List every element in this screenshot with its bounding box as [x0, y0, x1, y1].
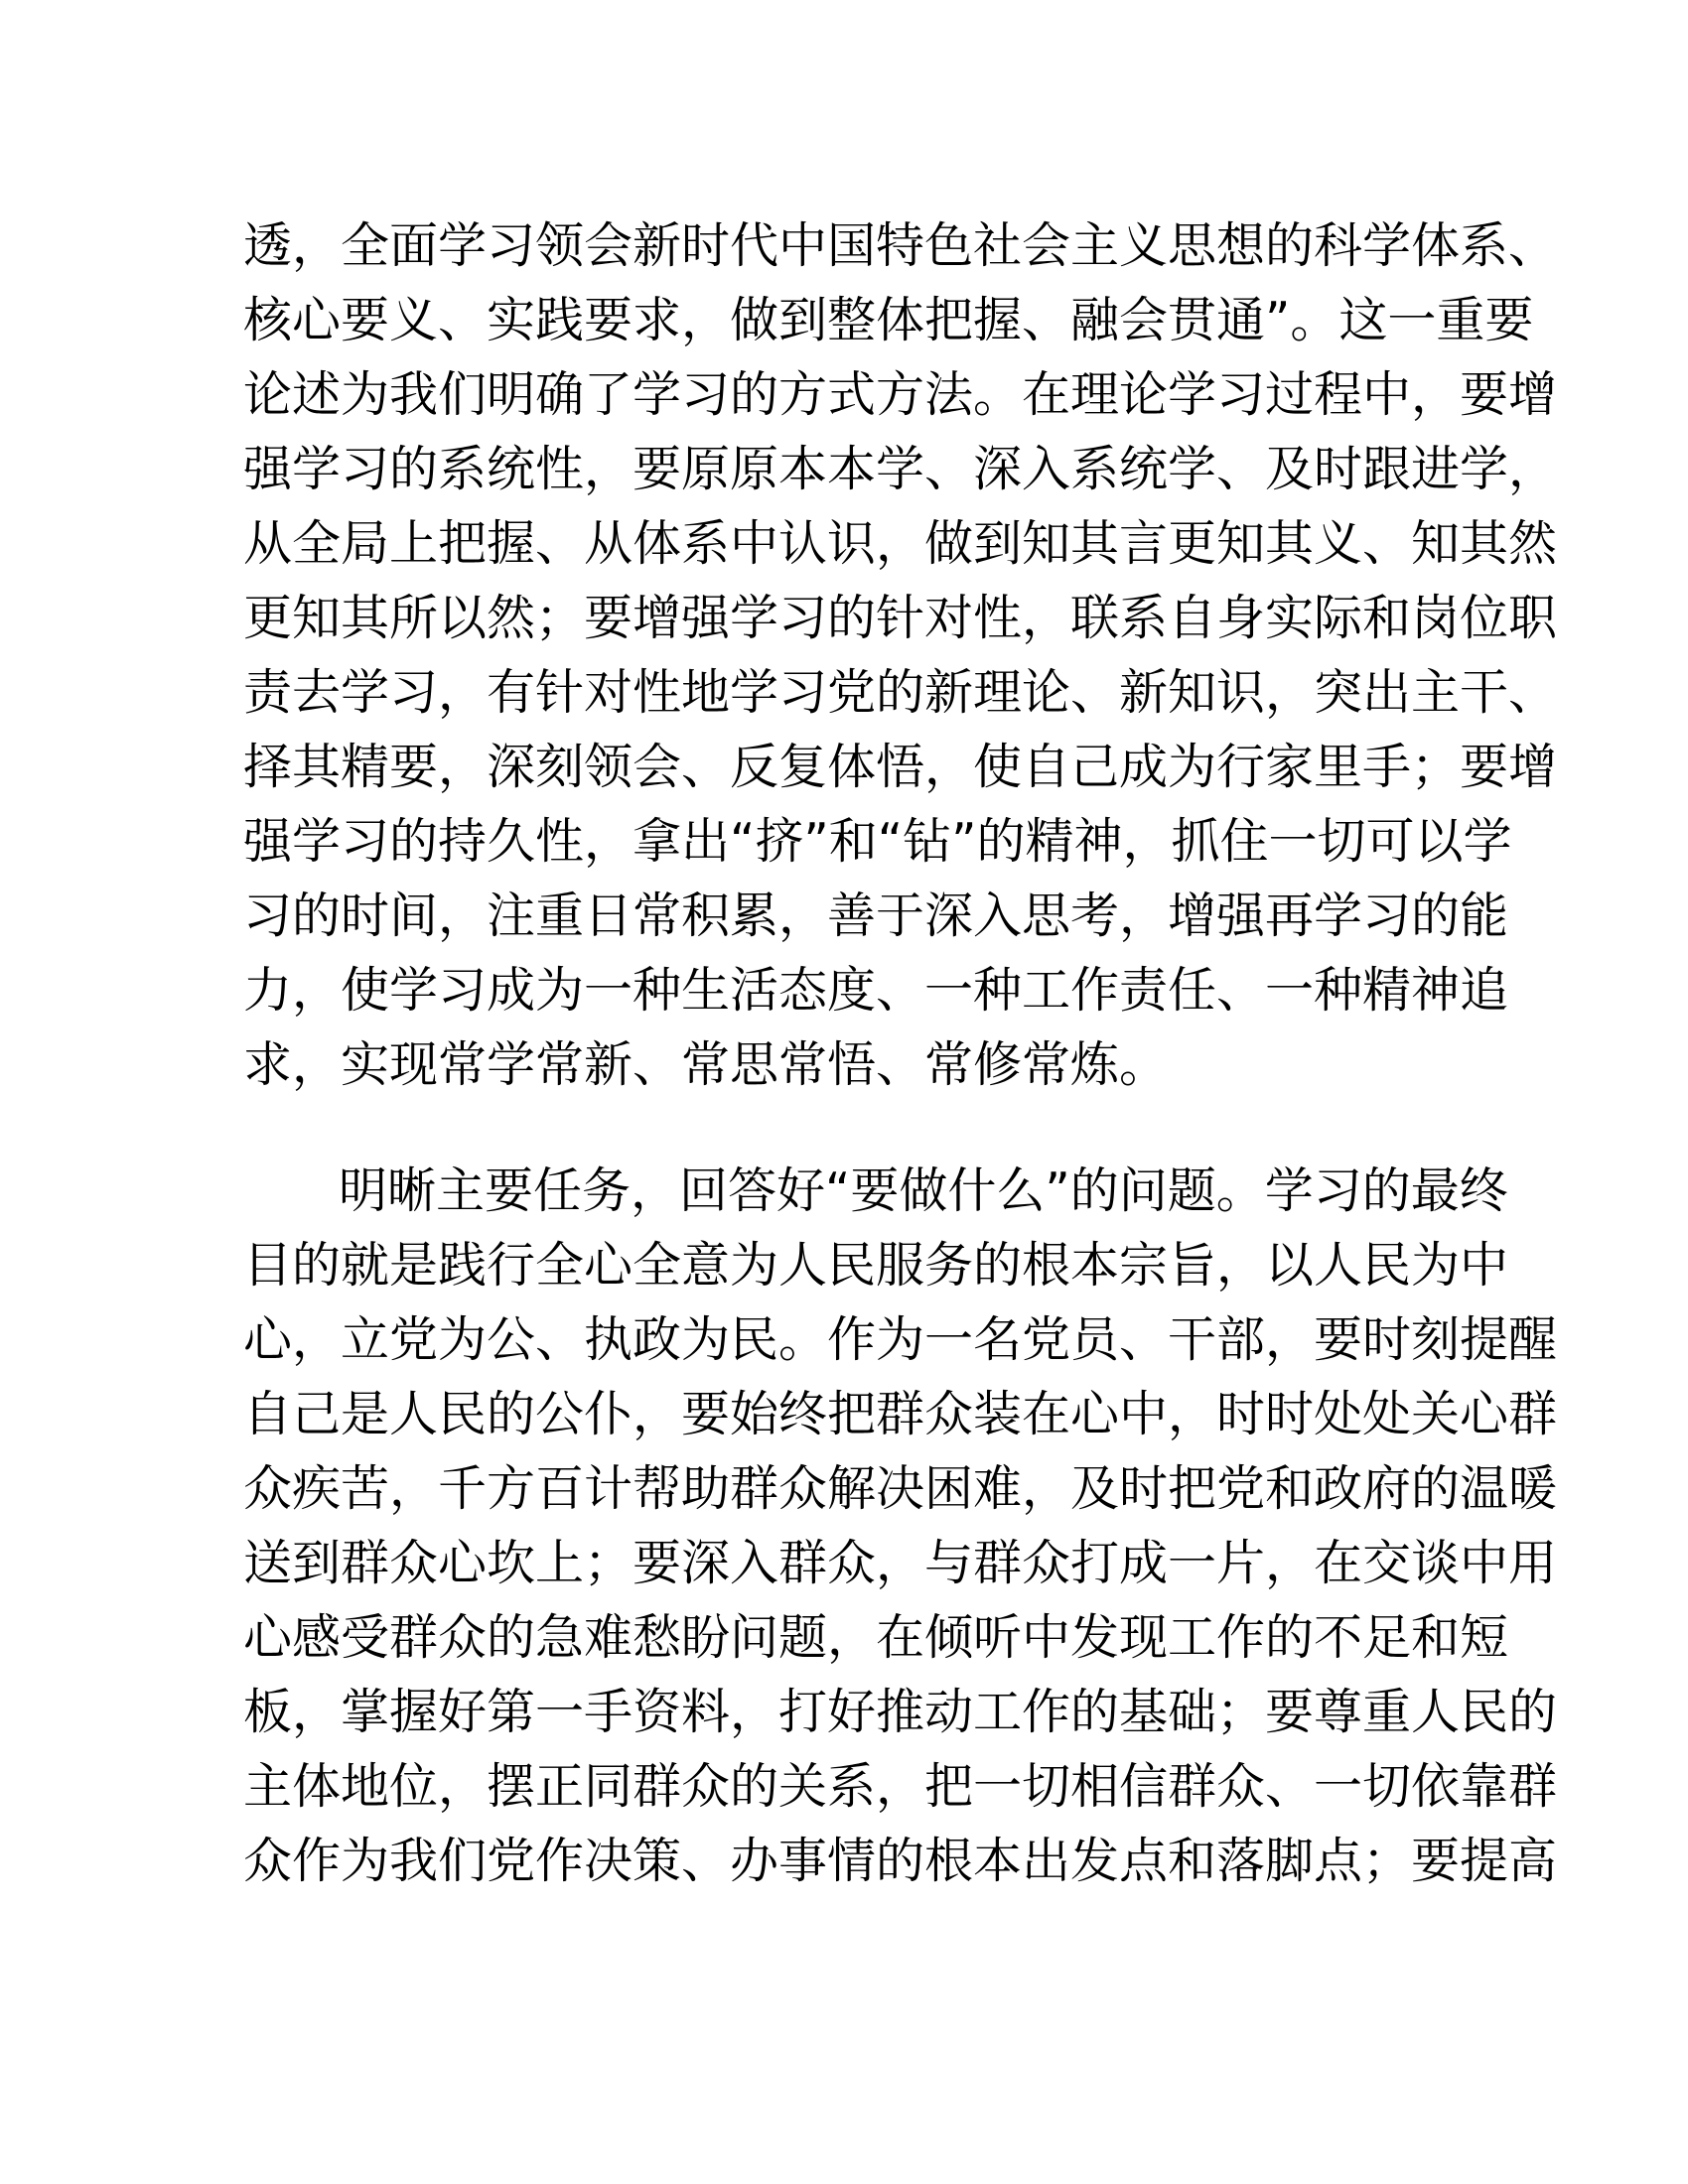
text-line: 主体地位，摆正同群众的关系，把一切相信群众、一切依靠群: [243, 1758, 1558, 1815]
text-line: 自己是人民的公仆，要始终把群众装在心中，时时处处关心群: [243, 1386, 1558, 1442]
text-line: 求，实现常学常新、常思常悟、常修常炼。: [243, 1036, 1169, 1093]
text-line: 择其精要，深刻领会、反复体悟，使自己成为行家里手；要增: [243, 739, 1558, 795]
text-line: 众疾苦，千方百计帮助群众解决困难，及时把党和政府的温暖: [243, 1460, 1558, 1517]
text-line: 从全局上把握、从体系中认识，做到知其言更知其义、知其然: [243, 515, 1558, 572]
text-line: 众作为我们党作决策、办事情的根本出发点和落脚点；要提高: [243, 1833, 1558, 1889]
text-line: 目的就是践行全心全意为人民服务的根本宗旨，以人民为中: [243, 1237, 1509, 1294]
text-line: 透，全面学习领会新时代中国特色社会主义思想的科学体系、: [243, 217, 1558, 274]
text-line: 更知其所以然；要增强学习的针对性，联系自身实际和岗位职: [243, 590, 1558, 646]
paragraph-2: [243, 1154, 1558, 1898]
text-line: 习的时间，注重日常积累，善于深入思考，增强再学习的能: [243, 887, 1509, 944]
text-line: 心感受群众的急难愁盼问题，在倾听中发现工作的不足和短: [243, 1609, 1509, 1666]
text-line: 板，掌握好第一手资料，打好推动工作的基础；要尊重人民的: [243, 1684, 1558, 1740]
text-line: 核心要义、实践要求，做到整体把握、融会贯通”。这一重要: [243, 292, 1534, 348]
text-line: 论述为我们明确了学习的方式方法。在理论学习过程中，要增: [243, 366, 1558, 423]
text-line: 强学习的系统性，要原原本本学、深入系统学、及时跟进学，: [243, 441, 1558, 497]
text-line: 送到群众心坎上；要深入群众，与群众打成一片，在交谈中用: [243, 1535, 1558, 1591]
text-line: 心，立党为公、执政为民。作为一名党员、干部，要时刻提醒: [243, 1311, 1558, 1368]
text-line: 明晰主要任务，回答好“要做什么”的问题。学习的最终: [339, 1162, 1508, 1219]
paragraph-1: [243, 208, 1558, 1102]
text-line: 力，使学习成为一种生活态度、一种工作责任、一种精神追: [243, 962, 1509, 1019]
text-line: 责去学习，有针对性地学习党的新理论、新知识，突出主干、: [243, 664, 1558, 721]
text-line: 强学习的持久性，拿出“挤”和“钻”的精神，抓住一切可以学: [243, 813, 1512, 870]
